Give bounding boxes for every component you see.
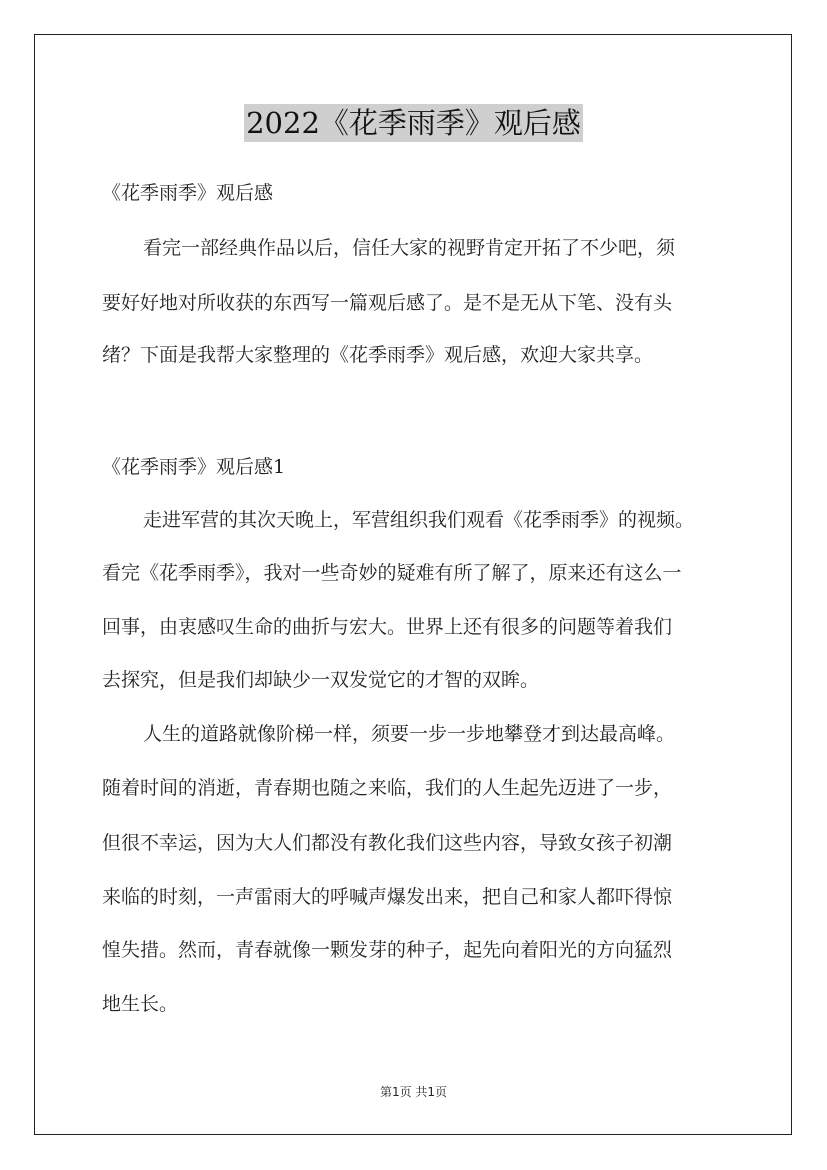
paragraph-line: 惶失措。然而，青春就像一颗发芽的种子，起先向着阳光的方向猛烈 [102, 939, 673, 961]
document-title: 2022《花季雨季》观后感 [246, 106, 581, 140]
title-container [0, 104, 827, 142]
intro-line: 绪？下面是我帮大家整理的《花季雨季》观后感，欢迎大家共享。 [102, 344, 654, 366]
paragraph-line: 去探究，但是我们却缺少一双发觉它的才智的双眸。 [102, 669, 540, 691]
paragraph-line: 看完《花季雨季》，我对一些奇妙的疑难有所了解了，原来还有这么一 [102, 562, 682, 584]
subtitle: 《花季雨季》观后感 [102, 182, 274, 204]
paragraph-line: 回事，由衷感叹生命的曲折与宏大。世界上还有很多的问题等着我们 [102, 616, 673, 638]
section-heading: 《花季雨季》观后感1 [102, 456, 286, 478]
paragraph-line: 人生的道路就像阶梯一样，须要一步一步地攀登才到达最高峰。 [143, 723, 676, 745]
intro-line: 要好好地对所收获的东西写一篇观后感了。是不是无从下笔、没有头 [102, 292, 673, 314]
paragraph-line: 地生长。 [102, 993, 179, 1015]
intro-line: 看完一部经典作品以后，信任大家的视野肯定开拓了不少吧，须 [143, 237, 676, 259]
paragraph-line: 走进军营的其次天晚上，军营组织我们观看《花季雨季》的视频。 [143, 509, 695, 531]
paragraph-line: 但很不幸运，因为大人们都没有教化我们这些内容，导致女孩子初潮 [102, 832, 673, 854]
paragraph-line: 随着时间的消逝，青春期也随之来临，我们的人生起先迈进了一步， [102, 777, 673, 799]
paragraph-line: 来临的时刻，一声雷雨大的呼喊声爆发出来，把自己和家人都吓得惊 [102, 886, 673, 908]
page-footer: 第1页 共1页 [379, 1085, 448, 1099]
